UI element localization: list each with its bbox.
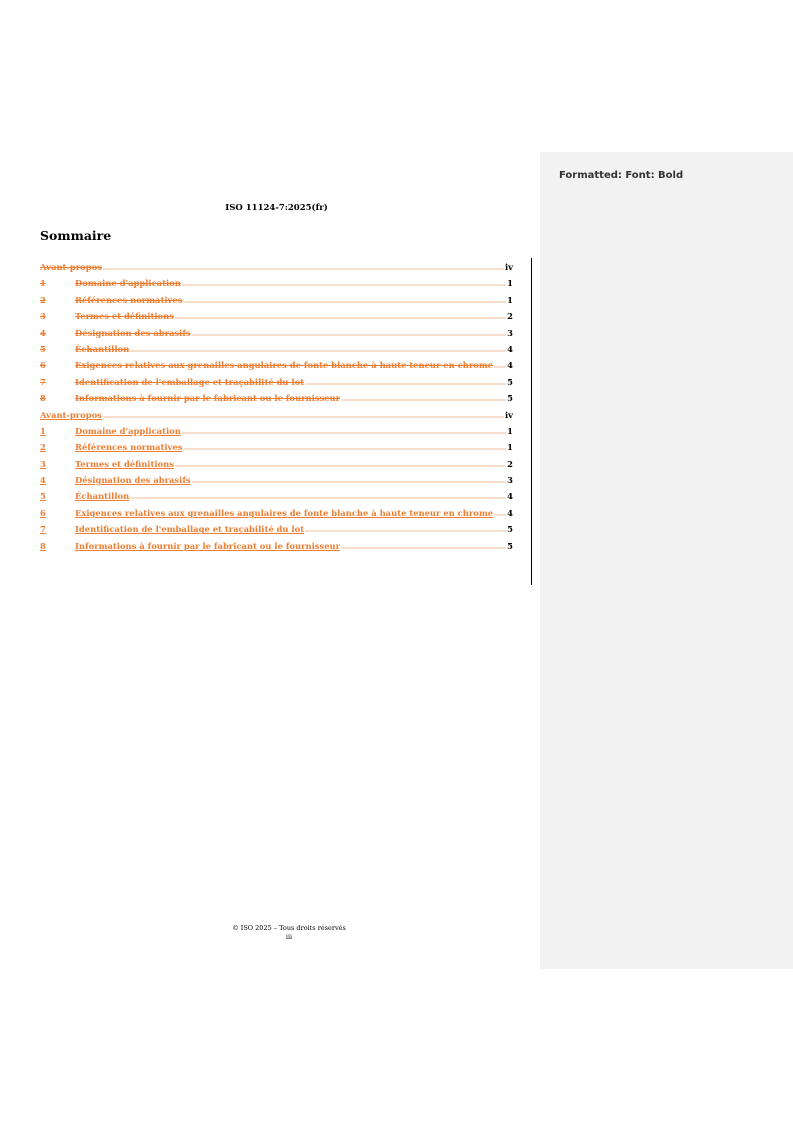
toc-entry-page: 3 [507, 327, 513, 338]
toc-entry-deleted[interactable] [40, 393, 513, 409]
toc-entry-page: 2 [507, 458, 513, 469]
toc-entry-number: 8 [40, 540, 46, 551]
toc-entry-page: 2 [507, 311, 513, 322]
toc-entry-deleted[interactable] [40, 344, 513, 360]
copyright-notice: © ISO 2025 – Tous droits réservés [232, 924, 346, 932]
toc-entry-page: iv [504, 262, 513, 272]
toc-entry-title[interactable]: Références normatives [75, 442, 183, 453]
toc-entry-number: 6 [40, 507, 46, 518]
comment-pane [540, 152, 793, 969]
toc-dot-leader [183, 296, 506, 303]
document-id-header: ISO 11124-7:2025(fr) [225, 203, 328, 213]
toc-entry-title[interactable]: Termes et définitions [75, 311, 174, 322]
toc-entry-title[interactable]: Domaine d'application [75, 425, 181, 436]
toc-dot-leader [341, 542, 506, 549]
toc-entry-title[interactable]: Identification de l'emballage et traçabilité du lot [75, 524, 305, 535]
toc-entry-number: 7 [40, 524, 46, 535]
toc-entry-page: iv [504, 409, 513, 420]
comment-format-label: Formatted: Font: Bold [559, 170, 684, 181]
toc-entry-title[interactable]: Désignation des abrasifs [75, 327, 191, 338]
toc-dot-leader [305, 525, 506, 532]
toc-entry-page: 5 [507, 393, 513, 404]
toc-entry-deleted[interactable] [40, 262, 513, 278]
toc-entry-number: 2 [40, 294, 46, 305]
toc-entry-page: 5 [507, 376, 513, 387]
toc-entry-number: 5 [40, 343, 46, 354]
toc-entry-number: 1 [40, 278, 46, 289]
toc-dot-leader [183, 443, 506, 450]
toc-entry-page: 3 [507, 475, 513, 486]
revision-change-bar [531, 258, 532, 585]
toc-entry-inserted[interactable] [40, 508, 513, 524]
toc-entry-number: 5 [40, 491, 46, 502]
toc-dot-leader [175, 460, 506, 467]
table-of-contents [40, 262, 513, 557]
toc-entry-deleted[interactable] [40, 295, 513, 311]
toc-entry-inserted[interactable] [40, 541, 513, 557]
toc-dot-leader [130, 492, 506, 499]
toc-entry-title[interactable]: Références normatives [75, 294, 183, 305]
toc-entry-number: 3 [40, 311, 46, 322]
toc-dot-leader [494, 361, 506, 368]
page-number: iii [285, 933, 293, 941]
toc-title: Sommaire [40, 228, 112, 243]
toc-entry-page: 4 [507, 491, 513, 502]
toc-dot-leader [341, 394, 506, 401]
toc-entry-title[interactable]: Termes et définitions [75, 458, 174, 469]
toc-entry-page: 1 [507, 294, 513, 305]
toc-entry-title[interactable]: Informations à fournir par le fabricant ou le fournisseur [75, 540, 341, 551]
toc-dot-leader [494, 509, 506, 516]
toc-entry-page: 1 [507, 442, 513, 453]
toc-entry-page: 4 [507, 360, 513, 371]
toc-entry-number: 4 [40, 327, 46, 338]
toc-entry-page: 4 [507, 507, 513, 518]
toc-entry-deleted[interactable] [40, 278, 513, 294]
toc-entry-title[interactable]: Informations à fournir par le fabricant ou le fournisseur [75, 393, 341, 404]
toc-entry-number: 4 [40, 475, 46, 486]
toc-entry-title[interactable]: Échantillon [75, 343, 130, 354]
toc-entry-number: 6 [40, 360, 46, 371]
toc-entry-number: 7 [40, 376, 46, 387]
toc-dot-leader [103, 263, 504, 270]
toc-entry-inserted[interactable] [40, 426, 513, 442]
toc-entry-inserted[interactable] [40, 475, 513, 491]
toc-entry-number: 1 [40, 425, 46, 436]
toc-entry-title[interactable]: Identification de l'emballage et traçabilité du lot [75, 376, 305, 387]
toc-entry-inserted[interactable] [40, 491, 513, 507]
toc-dot-leader [130, 345, 506, 352]
toc-dot-leader [175, 312, 506, 319]
toc-entry-number: 2 [40, 442, 46, 453]
toc-entry-title[interactable]: Avant-propos [40, 262, 102, 272]
toc-entry-title[interactable]: Domaine d'application [75, 278, 181, 289]
toc-entry-title[interactable]: Échantillon [75, 491, 130, 502]
toc-dot-leader [192, 329, 507, 336]
toc-dot-leader [305, 378, 506, 385]
toc-dot-leader [192, 476, 507, 483]
toc-entry-title[interactable]: Exigences relatives aux grenailles angulaires de fonte blanche à haute teneur en chrome [75, 360, 494, 371]
toc-entry-deleted[interactable] [40, 377, 513, 393]
toc-entry-inserted[interactable] [40, 442, 513, 458]
toc-entry-inserted[interactable] [40, 524, 513, 540]
toc-entry-deleted[interactable] [40, 360, 513, 376]
toc-entry-deleted[interactable] [40, 328, 513, 344]
toc-entry-title[interactable]: Avant-propos [40, 409, 102, 420]
page-footer [0, 924, 578, 942]
toc-entry-page: 5 [507, 540, 513, 551]
toc-entry-page: 1 [507, 278, 513, 289]
toc-dot-leader [182, 427, 506, 434]
toc-entry-number: 8 [40, 393, 46, 404]
toc-entry-inserted[interactable] [40, 459, 513, 475]
toc-entry-title[interactable]: Exigences relatives aux grenailles angulaires de fonte blanche à haute teneur en chrome [75, 507, 494, 518]
toc-entry-deleted[interactable] [40, 311, 513, 327]
toc-entry-title[interactable]: Désignation des abrasifs [75, 475, 191, 486]
toc-entry-number: 3 [40, 458, 46, 469]
toc-dot-leader [182, 279, 506, 286]
toc-dot-leader [103, 411, 504, 418]
toc-entry-page: 4 [507, 343, 513, 354]
toc-entry-page: 5 [507, 524, 513, 535]
toc-entry-page: 1 [507, 425, 513, 436]
toc-entry-inserted[interactable] [40, 410, 513, 426]
